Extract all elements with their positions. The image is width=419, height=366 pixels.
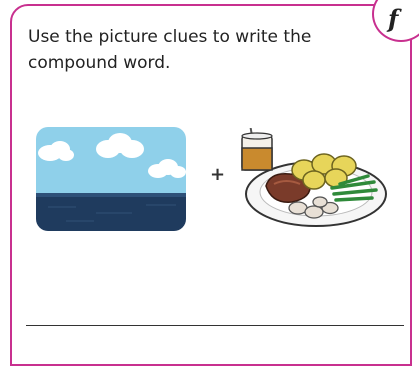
food-plate-icon — [236, 128, 388, 230]
instruction-text: Use the picture clues to write the compound word. — [28, 27, 312, 73]
letter-badge-text: f — [388, 4, 399, 33]
answer-line[interactable] — [26, 325, 404, 326]
plus-sign: + — [210, 164, 226, 185]
sea-icon — [36, 127, 186, 231]
